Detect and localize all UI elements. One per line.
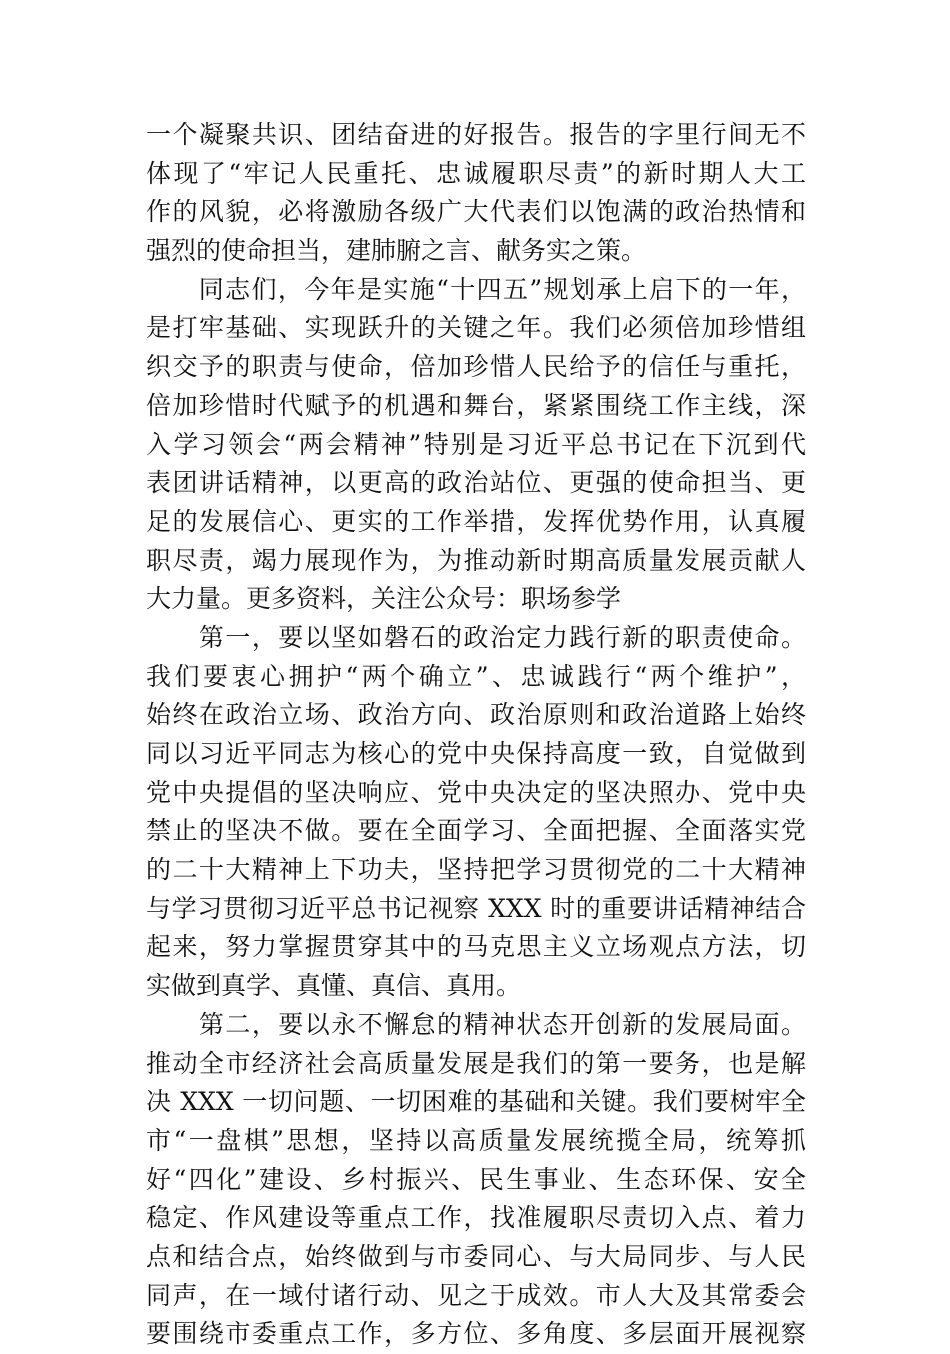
text-line: 大力量。更多资料，关注公众号：职场参学 [146,584,622,614]
text-line: 第一，要以坚如磐石的政治定力践行新的职责使命。 [146,622,806,652]
text-line: 市“一盘棋”思想，坚持以高质量发展统揽全局，统筹抓 [146,1125,806,1155]
text-line: 稳定、作风建设等重点工作，找准履职尽责切入点、着力 [146,1203,806,1233]
text-line: 与学习贯彻习近平总书记视察 XXX 时的重要讲话精神结合 [146,893,806,923]
text-line: 第二，要以永不懈怠的精神状态开创新的发展局面。 [146,1009,806,1039]
text-line: 起来，努力掌握贯穿其中的马克思主义立场观点方法，切 [146,932,806,962]
text-line: 的二十大精神上下功夫，坚持把学习贯彻党的二十大精神 [146,855,806,885]
document-body [146,116,806,1354]
text-line: 点和结合点，始终做到与市委同心、与大局同步、与人民 [146,1241,806,1271]
text-line: 党中央提倡的坚决响应、党中央决定的坚决照办、党中央 [146,777,806,807]
paragraph [146,116,806,271]
text-line: 入学习领会“两会精神”特别是习近平总书记在下沉到代 [146,429,806,459]
text-line: 我们要衷心拥护“两个确立”、忠诚践行“两个维护”， [146,661,806,691]
text-line: 职尽责，竭力展现作为，为推动新时期高质量发展贡献人 [146,545,806,575]
paragraph [146,271,806,619]
paragraph [146,1006,806,1354]
text-line: 同志们，今年是实施“十四五”规划承上启下的一年， [146,274,806,304]
text-line: 体现了“牢记人民重托、忠诚履职尽责”的新时期人大工 [146,158,806,188]
text-line: 强烈的使命担当，建肺腑之言、献务实之策。 [146,236,647,266]
text-line: 要围绕市委重点工作，多方位、多角度、多层面开展视察 [146,1319,806,1349]
paragraph [146,619,806,1006]
text-line: 倍加珍惜时代赋予的机遇和舞台，紧紧围绕工作主线，深 [146,390,806,420]
text-line: 禁止的坚决不做。要在全面学习、全面把握、全面落实党 [146,816,806,846]
text-line: 同声，在一域付诸行动、见之于成效。市人大及其常委会 [146,1280,806,1310]
text-line: 好“四化”建设、乡村振兴、民生事业、生态环保、安全 [146,1164,806,1194]
text-line: 推动全市经济社会高质量发展是我们的第一要务，也是解 [146,1048,806,1078]
text-line: 一个凝聚共识、团结奋进的好报告。报告的字里行间无不 [146,120,806,149]
text-line: 决 XXX 一切问题、一切困难的基础和关键。我们要树牢全 [146,1087,806,1117]
text-line: 作的风貌，必将激励各级广大代表们以饱满的政治热情和 [146,197,806,227]
text-line: 是打牢基础、实现跃升的关键之年。我们必须倍加珍惜组 [146,313,806,343]
text-line: 同以习近平同志为核心的党中央保持高度一致，自觉做到 [146,739,806,768]
text-line: 表团讲话精神，以更高的政治站位、更强的使命担当、更 [146,468,806,498]
text-line: 实做到真学、真懂、真信、真用。 [146,971,522,1001]
text-line: 始终在政治立场、政治方向、政治原则和政治道路上始终 [146,700,806,730]
text-line: 织交予的职责与使命，倍加珍惜人民给予的信任与重托， [146,352,806,382]
text-line: 足的发展信心、更实的工作举措，发挥优势作用，认真履 [146,506,806,536]
